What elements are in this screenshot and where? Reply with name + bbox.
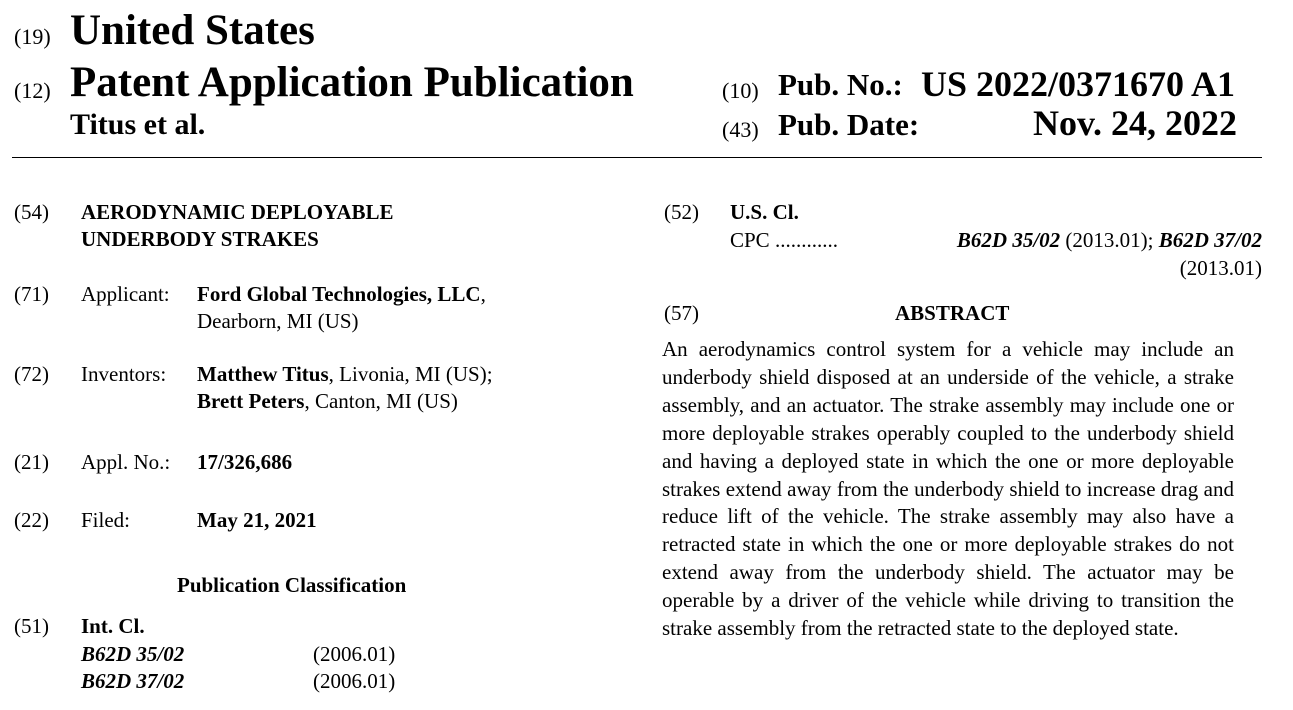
appl-no-label: Appl. No.: — [81, 450, 171, 474]
applicant-entry — [197, 280, 486, 308]
abstract-heading: ABSTRACT — [895, 301, 1010, 325]
applicant-location: Dearborn, MI (US) — [197, 309, 359, 333]
country-title: United States — [70, 7, 315, 54]
inventor-2 — [197, 387, 458, 415]
inventor-1 — [197, 360, 493, 388]
filed-label: Filed: — [81, 508, 131, 532]
filed-date: May 21, 2021 — [197, 508, 317, 532]
applicant-short-name: Titus et al. — [70, 108, 206, 141]
inventor-2-name: Brett Peters — [197, 389, 305, 413]
inventor-1-name: Matthew Titus — [197, 362, 329, 386]
inid-code-72: (72) — [14, 362, 49, 386]
int-cl-label: Int. Cl. — [81, 614, 145, 638]
pub-no-value: US 2022/0371670 A1 — [921, 64, 1236, 104]
pub-date-label: Pub. Date: — [778, 107, 920, 142]
int-cl-class: B62D 37/02 — [81, 669, 185, 693]
cpc-version-2: (2013.01) — [1179, 256, 1262, 280]
int-cl-version: (2006.01) — [313, 669, 396, 693]
inventor-2-location: , Canton, MI (US) — [304, 389, 458, 413]
pub-date-value: Nov. 24, 2022 — [1033, 103, 1238, 143]
abstract-text: An aerodynamics control system for a vehicle may include an underbody shield disposed at an underside of the vehicle, a strake assembly, and an actuator. The strake assembly may include one or more deployable strakes operably coupled to the underbody shield and having a deployed state in which the one or more deployable strakes extend away from the underbody shield to increase drag and reduce lift of the vehicle. The strake assembly may also have a retracted state in which the one or more deployable strakes do not extend away from the underbody shield. The actuator may be operable by a driver of the vehicle while driving to transition the strake assembly from the retracted state to the deployed state. — [662, 337, 1234, 641]
inid-code-71: (71) — [14, 282, 49, 306]
invention-title-line-2: UNDERBODY STRAKES — [81, 227, 319, 251]
inid-code-19: (19) — [14, 24, 51, 49]
inid-code-57: (57) — [664, 301, 699, 325]
appl-no-value: 17/326,686 — [197, 450, 293, 474]
inid-code-54: (54) — [14, 200, 49, 224]
document-type-title: Patent Application Publication — [70, 59, 634, 106]
inid-code-22: (22) — [14, 508, 49, 532]
inid-code-43: (43) — [722, 117, 759, 142]
inid-code-21: (21) — [14, 450, 49, 474]
cpc-version-1: (2013.01); — [1060, 228, 1159, 252]
inid-code-51: (51) — [14, 614, 49, 638]
applicant-comma: , — [480, 282, 486, 306]
pub-no-label: Pub. No.: — [778, 67, 903, 102]
inid-code-52: (52) — [664, 200, 699, 224]
us-cl-label: U.S. Cl. — [730, 200, 799, 224]
inventors-label: Inventors: — [81, 362, 167, 386]
int-cl-class: B62D 35/02 — [81, 642, 185, 666]
cpc-class-2: B62D 37/02 — [1158, 228, 1262, 252]
cpc-classes — [957, 226, 1262, 254]
inventor-1-location: , Livonia, MI (US); — [328, 362, 493, 386]
inid-code-12: (12) — [14, 78, 51, 103]
invention-title-line-1: AERODYNAMIC DEPLOYABLE — [81, 200, 394, 224]
publication-classification-heading: Publication Classification — [177, 573, 407, 597]
cpc-class-1: B62D 35/02 — [956, 228, 1061, 252]
applicant-label: Applicant: — [81, 282, 170, 306]
applicant-name: Ford Global Technologies, LLC — [197, 282, 481, 306]
int-cl-version: (2006.01) — [313, 642, 396, 666]
cpc-label: CPC ............ — [730, 228, 838, 252]
header-divider — [12, 157, 1262, 158]
inid-code-10: (10) — [722, 78, 759, 103]
